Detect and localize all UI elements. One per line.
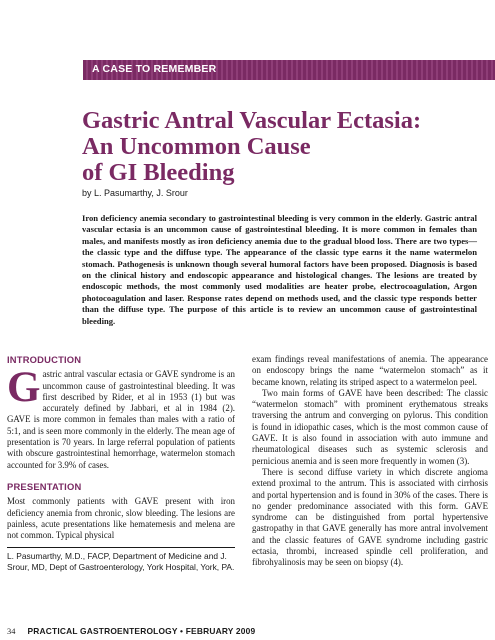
article-title — [82, 108, 482, 186]
article-authors: by L. Pasumarthy, J. Srour — [82, 188, 188, 198]
title-line-1: Gastric Antral Vascular Ectasia: — [82, 107, 422, 134]
intro-heading: INTRODUCTION — [7, 354, 82, 365]
header-band — [0, 0, 495, 80]
right-paragraph-2: Two main forms of GAVE have been described: The classic “watermelon stomach” with prominent erythematous streaks traversing the antrum and converging on pylorus. This condition is found in idiopathic cases, which is the most common cause of GAVE. It is also found in association with auto immune and rheumatological diseases such as systemic sclerosis and pernicious anemia and is seen more frequently in women (3). — [252, 387, 488, 466]
right-paragraph-3: There is second diffuse variety in which discrete angioma extend proximal to the antrum. This is associated with cirrhosis and portal hypertension and is found in 30% of the cases. There is no gender predominance associated with this form. GAVE syndrome can be distinguished from portal hypertensive gastropathy in that GAVE generally has more antral involvement and the classic features of GAVE syndrome including gastric ectasia, thrombi, increased spindle cell proliferation, and fibrohyalinosis may be seen on biopsy (4). — [252, 466, 488, 568]
presentation-paragraph: Most commonly patients with GAVE present with iron deficiency anemia from chronic, slow bleeding. The lesions are painless, acute presentations like hematemesis and melena are not common. Typical physical — [7, 496, 235, 541]
intro-text: astric antral vascular ectasia or GAVE syndrome is an uncommon cause of gastrointestinal bleeding. It was first described by Rider, et al in 1953 (1) but was accurately defined by Jabbari, et al in 1984 (2). GAVE is more common in females than males with a ratio of 5:1, and is seen more commonly in the elderly. The mean age of presentation is 70 years. In large referral population of patients with obscure gastrointestinal hemorrhage, watermelon stomach accounted for 3.9% of cases. — [7, 369, 235, 470]
article-abstract: Iron deficiency anemia secondary to gastrointestinal bleeding is very common in the elderly. Gastric antral vascular ectasia is an uncommon cause of gastrointestinal bleeding. It is more common in females than males, and manifests mostly as iron deficiency anemia due to the gradual blood loss. There are two types—the classic type and the diffuse type. The appearance of the classic type earns it the name watermelon stomach. Pathogenesis is unknown though several humoral factors have been proposed. Diagnosis is based on the clinical history and endoscopic appearance and histological changes. The lesions are treated by endoscopic methods, the most commonly used modalities are heater probe, electrocoagulation, Argon photocoagulation and laser. Response rates depend on methods used, and the classic type responds better than the diffuse type. The purpose of this article is to review an uncommon cause of gastrointestinal bleeding. — [82, 213, 477, 326]
page-footer — [7, 626, 255, 636]
presentation-heading: PRESENTATION — [7, 480, 82, 492]
page-number: 34 — [7, 627, 16, 636]
author-affiliation: L. Pasumarthy, M.D., FACP, Department of Medicine and J. Srour, MD, Dept of Gastroenterology, York Hospital, York, PA. — [7, 551, 235, 573]
left-column — [7, 354, 235, 573]
intro-paragraph — [7, 364, 235, 471]
title-line-2: An Uncommon Cause — [82, 133, 311, 160]
drop-cap: G — [7, 364, 41, 412]
journal-name: PRACTICAL GASTROENTEROLOGY • FEBRUARY 2009 — [27, 626, 256, 636]
affiliation-rule — [7, 547, 235, 548]
right-column — [252, 354, 488, 569]
title-line-3: of GI Bleeding — [82, 159, 235, 186]
right-paragraph-1: exam findings reveal manifestations of anemia. The appearance on endoscopy brings the name “watermelon stomach” as it became known, relating its striped aspect to a watermelon peel. — [252, 354, 488, 387]
section-label: A CASE TO REMEMBER — [92, 63, 217, 75]
